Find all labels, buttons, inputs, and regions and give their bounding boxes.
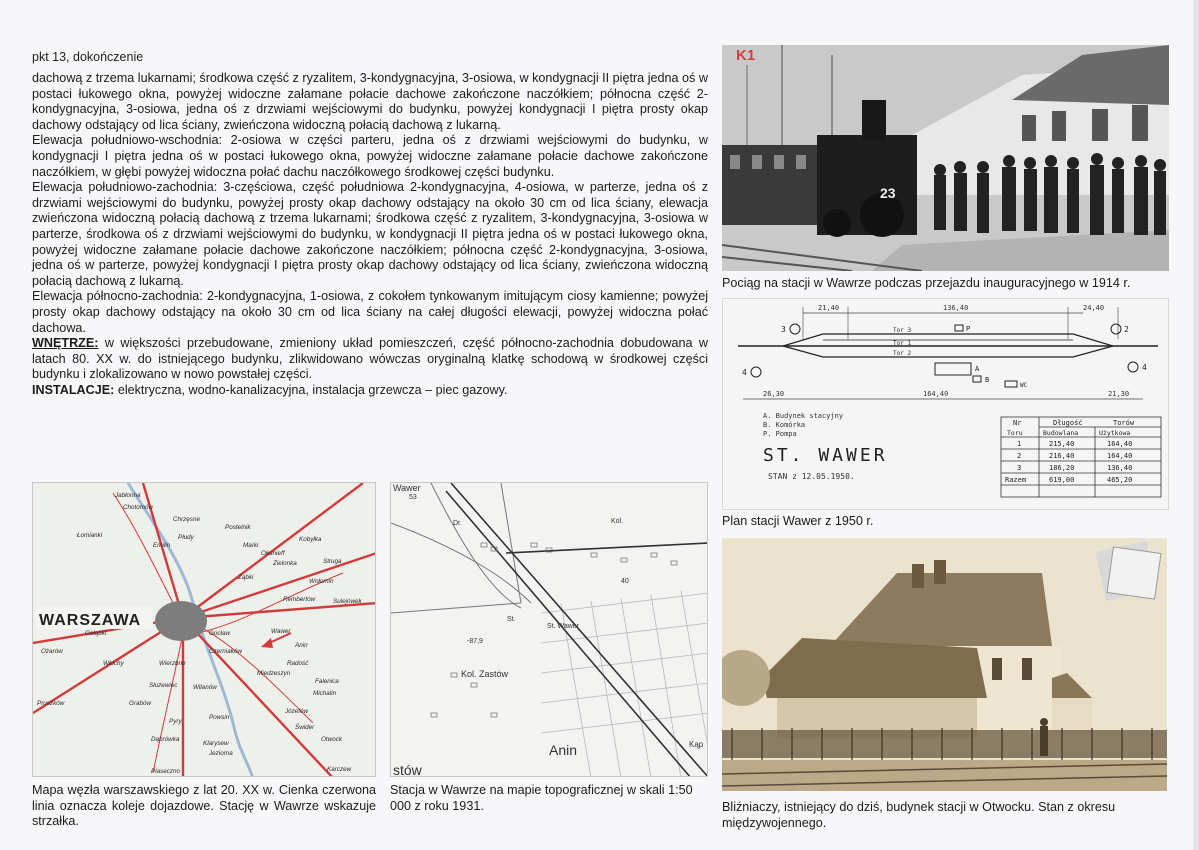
- plan-marker: 3: [781, 325, 786, 334]
- topo-map-svg: [391, 483, 708, 777]
- interior-text: w większości przebudowane, zmieniony układ pomieszczeń, część północno-zachodnia dobudowana w latach 80. XX w. do istniejącego budynku, zlikwidowano wówczas oryginalną klatkę schodową w środkowej części budynku i zlokalizowano w nowo powstałej części.: [32, 336, 708, 382]
- warsaw-map-svg: [33, 483, 376, 777]
- paragraph: dachową z trzema lukarnami; środkowa część z ryzalitem, 3-kondygnacyjna, 3-osiowa, w kondygnacji II piętra jedna oś w postaci łukowego okna, powyżej widoczne załamane połacie dachowe zakończone naczółkiem; północna część 2-kondygnacyjna, 3-osiowa, jedna oś z drzwiami wejściowymi do budynku, powyżej kondygnacji I piętra prosty okap dachowy odstający od lica ściany, zwieńczona widoczną połacią dachową z lukarną.: [32, 71, 708, 132]
- table-header: Długość: [1053, 419, 1083, 427]
- topo-label: Dr.: [453, 520, 462, 527]
- table-header: Torów: [1113, 419, 1135, 427]
- table-cell: 164,40: [1107, 452, 1133, 460]
- otwock-photo-illustration: [722, 538, 1167, 791]
- dimension-label: 26,30: [763, 390, 785, 398]
- table-subheader: Budowlana: [1043, 429, 1079, 437]
- topo-label: St. Wawer: [547, 623, 580, 630]
- plan-legend-item: P. Pompa: [763, 430, 797, 438]
- paragraph-installations: [32, 383, 708, 399]
- paragraph: Elewacja południowo-zachodnia: 3-częściowa, część południowa 2-kondygnacyjna, 4-osiowa, w parterze, jedna oś z drzwiami wejściowymi do budynku, powyżej prosty okap dachowy odstający na około 30 cm od lica ściany, elewacja zwieńczona widoczną połacią dachową z trzema lukarnami; środkowa część z ryzalitem, 3-kondygnacyjna, 3-osiowa w parterze, środkowa oś z drzwiami wejściowymi do budynku, w kondygnacji II piętra jedna oś w postaci łukowego okna, powyżej widoczne załamane połacie dachowe zakończone naczółkiem; północna część 2-kondygnacyjna, 3-osiowa, jedna oś w parterze, powyżej kondygnacji I piętra prosty okap dachowy odstający od lica ściany, zwieńczona widoczną połacią dachową z lukarną.: [32, 180, 708, 288]
- map-place-label: Sulejówek: [333, 598, 362, 605]
- map-warsaw-railway-node: [32, 482, 376, 777]
- topo-label: stów: [393, 762, 422, 777]
- map-place-label: Chotomów: [123, 504, 154, 511]
- paragraph-interior: [32, 336, 708, 383]
- topo-label: -87,9: [467, 638, 483, 645]
- dimension-label: 21,40: [818, 304, 840, 312]
- paragraph: Elewacja południowo-wschodnia: 2-osiowa w części parteru, jedna oś z drzwiami wejściowymi do budynku, w kondygnacji I piętra jedna oś w postaci łukowego okna, powyżej widoczne załamane połacie dachowe zakończone naczółkiem, w głębi powyżej widoczna połać dachu naczółkowego środkowej części budynku.: [32, 133, 708, 179]
- installations-label: INSTALACJE:: [32, 382, 115, 397]
- topo-label: Anin: [549, 742, 578, 758]
- photo-train-1914: [722, 45, 1169, 271]
- map-place-label: Pruszków: [37, 700, 65, 707]
- map-place-label: Piaseczno: [151, 768, 181, 775]
- map-place-label: Klarysew: [203, 740, 229, 747]
- photo-otwock-station: [722, 538, 1167, 791]
- map-place-label: Miedzeszyn: [257, 670, 291, 677]
- map-place-label: Gocław: [209, 630, 230, 637]
- map-city-label: WARSZAWA: [39, 612, 142, 629]
- map-place-label: Wawer: [271, 628, 291, 635]
- table-subheader: Użytkowa: [1099, 429, 1131, 437]
- map-place-label: Kobyłka: [299, 536, 322, 543]
- map-place-label: Gołąbki: [85, 630, 107, 637]
- map-place-label: Józefów: [285, 708, 309, 715]
- table-cell: 3: [1017, 464, 1022, 472]
- map-place-label: Anin: [295, 642, 308, 649]
- table-cell: 2: [1017, 452, 1022, 460]
- map-place-label: Służewiec: [149, 682, 178, 689]
- caption-topo-map: Stacja w Wawrze na mapie topograficznej w skali 1:50 000 z roku 1931.: [390, 783, 693, 813]
- train-photo-illustration: [722, 45, 1169, 271]
- map-place-label: Wilanów: [193, 684, 217, 691]
- plan-marker: 2: [1124, 325, 1129, 334]
- map-place-label: Otwock: [321, 736, 342, 743]
- body-text: [32, 71, 708, 398]
- table-subheader: Toru: [1007, 429, 1023, 437]
- map-place-label: Zielonka: [273, 560, 297, 567]
- plan-legend-item: B. Komórka: [763, 421, 806, 429]
- table-cell: 1: [1017, 440, 1022, 448]
- topo-label: 53: [409, 494, 417, 501]
- plan-marker: B: [985, 376, 990, 384]
- plan-marker: WC: [1020, 382, 1028, 389]
- plan-title: ST. WAWER: [763, 445, 888, 466]
- map-place-label: Okunieff: [261, 550, 285, 557]
- map-place-label: Jabłonna: [115, 492, 141, 499]
- installations-text: elektryczna, wodno-kanalizacyjna, instalacja grzewcza – piec gazowy.: [114, 382, 508, 397]
- topo-label: St.: [507, 616, 516, 623]
- map-place-label: Pyry: [169, 718, 182, 725]
- table-header: Nr: [1013, 419, 1022, 427]
- station-plan-drawing: [722, 298, 1169, 510]
- map-place-label: Dąbrówka: [151, 736, 180, 743]
- map-place-label: Wierzbno: [159, 660, 186, 667]
- map-topographic-1931: [390, 482, 708, 777]
- plan-svg: [723, 299, 1169, 510]
- caption-otwock: Bliźniaczy, istniejący do dziś, budynek stacji w Otwocku. Stan z okresu międzywojennego.: [722, 800, 1116, 830]
- table-cell: 465,20: [1107, 476, 1133, 484]
- map-place-label: Karczew: [327, 766, 352, 773]
- table-row: [1005, 476, 1132, 484]
- track-label: Tor 2: [893, 350, 912, 357]
- topo-label: Wawer: [393, 483, 421, 493]
- dimension-label: 136,40: [943, 304, 969, 312]
- figure-badge: K1: [736, 47, 756, 64]
- track-label: Tor 3: [893, 327, 912, 334]
- map-place-label: Radość: [287, 660, 309, 667]
- dimension-label: 164,40: [923, 390, 949, 398]
- plan-marker: 4: [1142, 363, 1147, 372]
- plan-subtitle: STAN z 12.05.1950.: [768, 472, 855, 481]
- map-place-label: Powsin: [209, 714, 230, 721]
- map-place-label: Łomianki: [77, 532, 103, 539]
- topo-label: Kol. Zastów: [461, 669, 509, 679]
- map-place-label: Falenica: [315, 678, 339, 685]
- section-label: pkt 13, dokończenie: [32, 50, 144, 64]
- map-place-label: Ożarów: [41, 648, 63, 655]
- map-place-label: Grabów: [129, 700, 152, 707]
- map-place-label: Płudy: [178, 534, 194, 541]
- table-cell: 215,40: [1049, 440, 1075, 448]
- table-cell: Razem: [1005, 476, 1027, 484]
- track-label: Tor 1: [893, 340, 912, 347]
- topo-label: Kol.: [611, 518, 624, 525]
- map-place-label: Michalin: [313, 690, 337, 697]
- locomotive-number: 23: [880, 185, 896, 201]
- table-cell: 619,00: [1049, 476, 1075, 484]
- topo-label: Kąp: [689, 740, 704, 749]
- table-cell: 216,40: [1049, 452, 1075, 460]
- map-place-label: Rembertów: [283, 596, 316, 603]
- map-place-label: Świder: [295, 724, 315, 731]
- dimension-label: 21,30: [1108, 390, 1130, 398]
- map-place-label: Ząbki: [238, 574, 254, 581]
- map-place-label: Chrzęsne: [173, 516, 200, 523]
- map-place-label: Czerniaków: [209, 648, 242, 655]
- map-place-label: Włochy: [103, 660, 124, 667]
- map-place-label: Emilin: [153, 542, 171, 549]
- map-place-label: Marki: [243, 542, 259, 549]
- table-cell: 164,40: [1107, 440, 1133, 448]
- map-place-label: Jeziorna: [209, 750, 233, 757]
- table-cell: 136,40: [1107, 464, 1133, 472]
- caption-train: Pociąg na stacji w Wawrze podczas przejazdu inauguracyjnego w 1914 r.: [722, 276, 1131, 290]
- map-place-label: Struga: [323, 558, 342, 565]
- table-cell: 186,20: [1049, 464, 1075, 472]
- topo-label: 40: [621, 578, 629, 585]
- dimension-label: 24,40: [1083, 304, 1105, 312]
- interior-label: WNĘTRZE:: [32, 336, 99, 351]
- plan-marker: P: [966, 325, 971, 333]
- caption-plan: Plan stacji Wawer z 1950 r.: [722, 514, 874, 528]
- paragraph: Elewacja północno-zachodnia: 2-kondygnacyjna, 1-osiowa, z cokołem tynkowanym imitującym ciosy kamienne; powyżej prosty okap dachowy odstający na około 30 cm od lica ściany na całej długości elewacji, powyżej widoczna połać dachowa.: [32, 289, 708, 335]
- caption-warsaw-map: Mapa węzła warszawskiego z lat 20. XX w. Cienka czerwona linia oznacza koleje dojazdowe. Stację w Wawrze wskazuje strzałka.: [32, 783, 376, 829]
- plan-marker: A: [975, 365, 980, 373]
- map-place-label: Wołomin: [309, 578, 334, 585]
- map-place-label: Postelnik: [225, 524, 251, 531]
- plan-marker: 4: [742, 368, 747, 377]
- plan-legend-item: A. Budynek stacyjny: [763, 412, 844, 420]
